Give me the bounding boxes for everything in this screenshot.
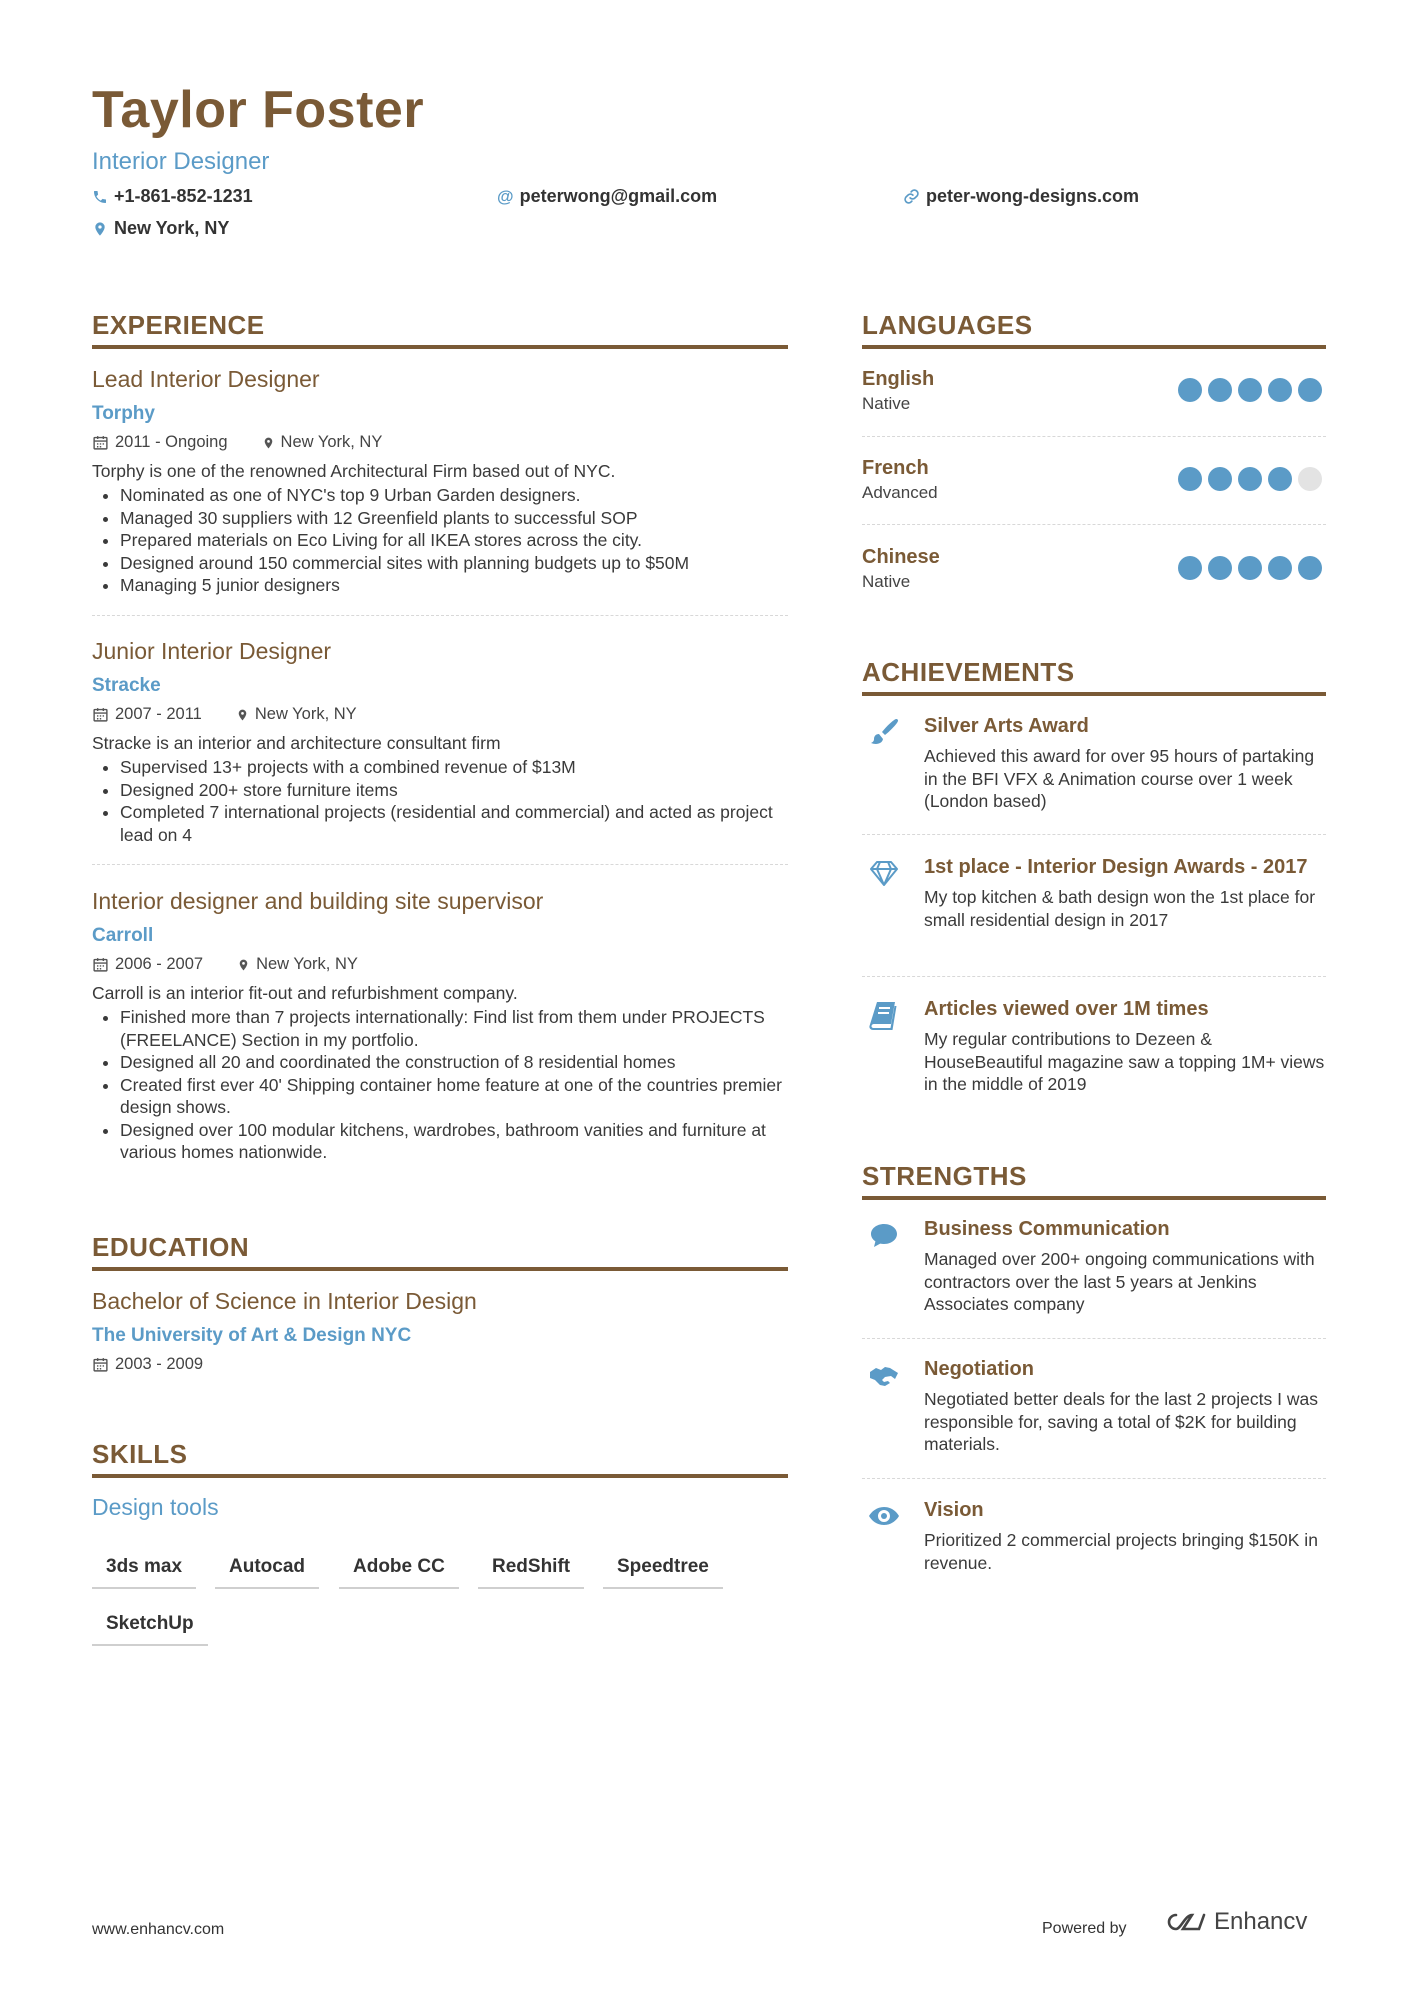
rating-dot xyxy=(1268,378,1292,402)
location-pin-icon xyxy=(92,220,108,238)
divider xyxy=(862,976,1326,977)
job-bullet: • Designed all 20 and coordinated the construction of 8 residential homes xyxy=(120,1051,788,1074)
job-company: Stracke xyxy=(92,675,161,696)
divider xyxy=(862,834,1326,835)
enhancv-logo-icon xyxy=(1160,1909,1208,1935)
education-entry xyxy=(92,1288,788,1374)
skill-tag: 3ds max xyxy=(92,1556,196,1589)
strength-title: Vision xyxy=(924,1499,984,1521)
achievement-description: My regular contributions to Dezeen & HouseBeautiful magazine saw a topping 1M+ views in the middle of 2019 xyxy=(924,1029,1325,1094)
rating-dot xyxy=(1268,556,1292,580)
job-meta xyxy=(92,955,788,974)
strength-item xyxy=(862,1498,1326,1574)
job-description: Torphy is one of the renowned Architectural Firm based out of NYC. xyxy=(92,461,616,481)
calendar-icon xyxy=(92,1356,109,1373)
job-dates: 2006 - 2007 xyxy=(115,955,204,973)
rating-dot xyxy=(1178,556,1202,580)
education-degree: Bachelor of Science in Interior Design xyxy=(92,1288,477,1314)
strength-item xyxy=(862,1217,1326,1316)
skill-tag: SketchUp xyxy=(92,1613,208,1646)
rating-dot xyxy=(1238,467,1262,491)
job-bullet: • Nominated as one of NYC's top 9 Urban Garden designers. xyxy=(120,484,788,507)
education-heading: EDUCATION xyxy=(92,1232,788,1271)
job-bullet: • Prepared materials on Eco Living for all IKEA stores across the city. xyxy=(120,529,788,552)
contact-website[interactable] xyxy=(903,186,1139,207)
language-level: Native xyxy=(862,572,911,591)
divider xyxy=(92,615,788,616)
book-icon xyxy=(868,999,900,1031)
job-company: Torphy xyxy=(92,403,155,424)
skills-group-title: Design tools xyxy=(92,1494,219,1520)
strength-description: Prioritized 2 commercial projects bringing $150K in revenue. xyxy=(924,1530,1318,1573)
job-location: New York, NY xyxy=(256,955,358,973)
contact-phone[interactable] xyxy=(92,186,253,207)
strength-description: Managed over 200+ ongoing communications with contractors over the last 5 years at Jenkins Associates company xyxy=(924,1249,1315,1314)
job-company: Carroll xyxy=(92,925,154,946)
job-bullets xyxy=(92,756,788,846)
rating-dot xyxy=(1208,378,1232,402)
achievement-title: Articles viewed over 1M times xyxy=(924,998,1209,1020)
job-role: Junior Interior Designer xyxy=(92,638,332,664)
achievements-heading: ACHIEVEMENTS xyxy=(862,657,1326,696)
divider xyxy=(862,1478,1326,1479)
rating-dot xyxy=(1208,556,1232,580)
job-bullets xyxy=(92,484,788,597)
rating-dot xyxy=(1298,556,1322,580)
calendar-icon xyxy=(92,434,109,451)
language-name: French xyxy=(862,457,929,479)
footer-brand[interactable] xyxy=(1160,1908,1307,1936)
divider xyxy=(862,436,1326,437)
experience-heading: EXPERIENCE xyxy=(92,310,788,349)
job-location: New York, NY xyxy=(254,705,357,723)
strength-description: Negotiated better deals for the last 2 projects I was responsible for, saving a total of $2K for building materials. xyxy=(924,1389,1318,1454)
handshake-icon xyxy=(868,1359,900,1391)
candidate-name: Taylor Foster xyxy=(92,81,425,139)
rating-dot xyxy=(1178,467,1202,491)
language-rating xyxy=(1178,467,1322,491)
email-text: peterwong@gmail.com xyxy=(519,186,718,206)
eye-icon xyxy=(868,1500,900,1532)
experience-entry xyxy=(92,366,788,616)
job-bullet: • Designed over 100 modular kitchens, wardrobes, bathroom vanities and furniture at various homes nationwide. xyxy=(120,1119,788,1164)
strengths-heading: STRENGTHS xyxy=(862,1161,1326,1200)
language-name: Chinese xyxy=(862,546,940,568)
job-bullets xyxy=(92,1006,788,1164)
strength-title: Business Communication xyxy=(924,1218,1170,1240)
candidate-title: Interior Designer xyxy=(92,148,270,175)
job-bullet: • Managed 30 suppliers with 12 Greenfield plants to successful SOP xyxy=(120,507,788,530)
achievement-title: 1st place - Interior Design Awards - 2017 xyxy=(924,856,1308,878)
job-bullet: • Completed 7 international projects (residential and commercial) and acted as project lead on 4 xyxy=(120,801,788,846)
skills-heading: SKILLS xyxy=(92,1439,788,1478)
job-role: Interior designer and building site supervisor xyxy=(92,888,544,914)
language-item xyxy=(862,457,1326,503)
rating-dot xyxy=(1238,378,1262,402)
divider xyxy=(862,524,1326,525)
experience-entry xyxy=(92,888,788,1164)
job-bullet: • Created first ever 40' Shipping container home feature at one of the countries premier design shows. xyxy=(120,1074,788,1119)
job-bullet: • Supervised 13+ projects with a combined revenue of $13M xyxy=(120,756,788,779)
footer-brand-text: Enhancv xyxy=(1214,1908,1308,1935)
education-meta xyxy=(92,1355,788,1374)
language-level: Advanced xyxy=(862,483,938,502)
phone-text: +1-861-852-1231 xyxy=(114,186,253,206)
brush-icon xyxy=(868,716,900,748)
job-role: Lead Interior Designer xyxy=(92,366,320,392)
achievement-title: Silver Arts Award xyxy=(924,715,1089,737)
achievement-description: My top kitchen & bath design won the 1st place for small residential design in 2017 xyxy=(924,887,1316,930)
rating-dot xyxy=(1298,467,1322,491)
achievement-description: Achieved this award for over 95 hours of partaking in the BFI VFX & Animation course over 1 week (London based) xyxy=(924,746,1315,811)
rating-dot xyxy=(1178,378,1202,402)
language-level: Native xyxy=(862,394,911,413)
languages-heading: LANGUAGES xyxy=(862,310,1326,349)
location-text: New York, NY xyxy=(114,218,230,238)
job-dates: 2007 - 2011 xyxy=(115,705,202,723)
location-pin-icon xyxy=(236,707,249,723)
strength-title: Negotiation xyxy=(924,1358,1034,1380)
job-description: Carroll is an interior fit-out and refurbishment company. xyxy=(92,983,518,1003)
phone-icon xyxy=(92,189,108,205)
achievement-item xyxy=(862,714,1326,813)
skill-tag: RedShift xyxy=(478,1556,584,1589)
job-description: Stracke is an interior and architecture consultant firm xyxy=(92,733,501,753)
rating-dot xyxy=(1268,467,1292,491)
at-icon: @ xyxy=(497,186,514,206)
skill-tag: Speedtree xyxy=(603,1556,723,1589)
language-item xyxy=(862,546,1326,592)
speech-bubble-icon xyxy=(868,1219,900,1251)
link-icon xyxy=(903,188,920,205)
job-bullet: • Managing 5 junior designers xyxy=(120,574,788,597)
strength-item xyxy=(862,1357,1326,1456)
language-rating xyxy=(1178,556,1322,580)
rating-dot xyxy=(1238,556,1262,580)
skill-tag: Autocad xyxy=(215,1556,319,1589)
rating-dot xyxy=(1298,378,1322,402)
job-meta xyxy=(92,705,788,724)
job-bullet: • Designed around 150 commercial sites with planning budgets up to $50M xyxy=(120,552,788,575)
calendar-icon xyxy=(92,706,109,723)
experience-entry xyxy=(92,638,788,865)
website-text: peter-wong-designs.com xyxy=(926,186,1140,206)
skill-tag: Adobe CC xyxy=(339,1556,459,1589)
education-school: The University of Art & Design NYC xyxy=(92,1325,412,1346)
language-item xyxy=(862,368,1326,414)
job-dates: 2011 - Ongoing xyxy=(115,433,228,451)
job-bullet: • Designed 200+ store furniture items xyxy=(120,779,788,802)
language-rating xyxy=(1178,378,1322,402)
contact-location xyxy=(92,218,229,239)
diamond-icon xyxy=(868,857,900,889)
divider xyxy=(862,1338,1326,1339)
job-meta xyxy=(92,433,788,452)
location-pin-icon xyxy=(262,435,275,451)
achievement-item xyxy=(862,855,1326,931)
contact-email[interactable] xyxy=(497,186,717,207)
divider xyxy=(92,864,788,865)
location-pin-icon xyxy=(237,957,250,973)
rating-dot xyxy=(1208,467,1232,491)
footer-powered-by: Powered by xyxy=(1042,1920,1127,1937)
footer-url[interactable]: www.enhancv.com xyxy=(92,1921,225,1938)
job-location: New York, NY xyxy=(280,433,383,451)
language-name: English xyxy=(862,368,935,390)
education-dates: 2003 - 2009 xyxy=(115,1355,204,1373)
achievement-item xyxy=(862,997,1326,1096)
calendar-icon xyxy=(92,956,109,973)
job-bullet: • Finished more than 7 projects internationally: Find list from them under PROJECTS (FREELANCE) Section in my portfolio. xyxy=(120,1006,788,1051)
